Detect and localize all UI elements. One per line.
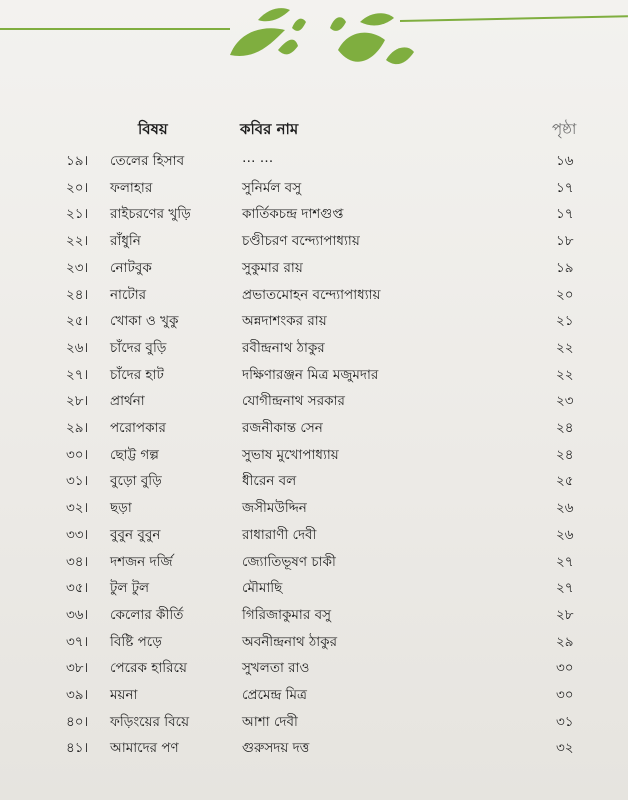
entry-page: ১৯: [556, 259, 574, 276]
list-item: [66, 310, 598, 336]
entry-page: ১৬: [556, 153, 574, 169]
entry-number: ৪০।: [66, 713, 89, 730]
entry-poet: কার্তিকচন্দ্র দাশগুপ্ত: [242, 206, 344, 223]
entry-page: ২৭: [556, 553, 574, 570]
entry-poet: সুনির্মল বসু: [242, 179, 302, 196]
list-item: [66, 230, 598, 256]
entry-page: ১৭: [556, 206, 574, 223]
entry-title: ময়না: [110, 687, 138, 703]
entry-number: ২৫।: [66, 313, 89, 330]
entry-number: ৩৫।: [66, 580, 89, 597]
entry-poet: অবনীন্দ্রনাথ ঠাকুর: [242, 633, 338, 650]
entry-page: ৩০: [556, 660, 574, 677]
entry-poet: গুরুসদয় দত্ত: [242, 740, 310, 757]
entry-number: ৩১।: [66, 473, 89, 490]
entry-page: ২৫: [556, 473, 574, 490]
entry-title: পেরেক হারিয়ে: [110, 660, 187, 677]
list-item: [66, 177, 598, 203]
entry-title: রাইচরণের খুড়ি: [110, 206, 191, 223]
list-item: [66, 657, 598, 683]
entry-page: ২৭: [556, 580, 574, 597]
entry-page: ২৯: [556, 633, 574, 650]
entry-title: বুবুন বুবুন: [110, 526, 161, 543]
entry-title: নোটবুক: [110, 259, 152, 276]
entry-page: ২২: [556, 366, 574, 383]
entry-number: ১৯।: [66, 153, 89, 169]
entry-poet: ধীরেন বল: [242, 473, 297, 490]
entry-page: ৩১: [556, 713, 574, 730]
entry-number: ৩২।: [66, 500, 89, 517]
entry-title: ফলাহার: [110, 179, 153, 196]
entry-title: ফড়িংয়ের বিয়ে: [110, 713, 190, 730]
column-header-page: পৃষ্ঠা: [552, 120, 577, 138]
list-item: [66, 604, 598, 630]
list-item: [66, 577, 598, 603]
decorative-rule-left: [0, 28, 230, 30]
entry-number: ২২।: [66, 233, 89, 250]
entry-poet: জ্যোতিভূষণ চাকী: [242, 553, 336, 570]
list-item: [66, 497, 598, 523]
entry-number: ৩৮।: [66, 660, 89, 677]
entry-title: খোকা ও খুকু: [110, 313, 179, 330]
entry-title: চাঁদের বুড়ি: [110, 339, 167, 356]
entry-poet: … …: [242, 150, 274, 166]
entry-number: ৪১।: [66, 740, 89, 757]
entry-poet: মৌমাছি: [242, 580, 283, 597]
entry-page: ২৮: [556, 606, 574, 623]
leaf-ornament-icon: [210, 0, 420, 80]
list-item: [66, 551, 598, 577]
entry-number: ২৭।: [66, 366, 89, 383]
entry-number: ৩৭।: [66, 633, 89, 650]
entry-number: ২৯।: [66, 420, 89, 436]
entry-page: ১৮: [556, 233, 574, 250]
entry-page: ২২: [556, 339, 574, 356]
entry-poet: জসীমউদ্দিন: [242, 500, 307, 517]
entry-page: ২১: [556, 313, 574, 330]
list-item: [66, 684, 598, 710]
entry-title: বুড়ো বুড়ি: [110, 473, 162, 490]
entry-poet: প্রেমেন্দ্র মিত্র: [242, 687, 307, 703]
entry-poet: সুকুমার রায়: [242, 259, 303, 276]
list-item: [66, 390, 598, 416]
entry-title: তেলের হিসাব: [110, 153, 185, 169]
decorative-rule-right: [400, 15, 628, 22]
list-item: [66, 470, 598, 496]
entry-page: ১৭: [556, 179, 574, 196]
entry-number: ৩০।: [66, 446, 89, 463]
entry-title: দশজন দর্জি: [110, 553, 173, 570]
list-item: [66, 711, 598, 737]
entry-poet: আশা দেবী: [242, 713, 298, 730]
entry-page: ২৬: [556, 500, 574, 517]
entry-page: ২৬: [556, 526, 574, 543]
entry-poet: রাধারাণী দেবী: [242, 526, 317, 543]
entry-title: প্রার্থনা: [110, 393, 145, 410]
entry-title: আমাদের পণ: [110, 740, 179, 757]
list-item: [66, 417, 598, 443]
entry-number: ৩৪।: [66, 553, 89, 570]
entry-title: রাঁধুনি: [110, 233, 141, 250]
entry-poet: চণ্ডীচরণ বন্দ্যোপাধ্যায়: [242, 233, 360, 250]
entry-poet: অন্নদাশংকর রায়: [242, 313, 327, 330]
entry-number: ২১।: [66, 206, 89, 223]
entry-page: ৩২: [556, 740, 574, 757]
entry-number: ২৪।: [66, 286, 89, 303]
list-item: [66, 203, 598, 229]
entry-page: ২৩: [556, 393, 574, 410]
entry-title: কেলোর কীর্তি: [110, 606, 184, 623]
list-item: [66, 631, 598, 657]
entry-title: চাঁদের হাট: [110, 366, 164, 383]
list-item: [66, 337, 598, 363]
entry-poet: রজনীকান্ত সেন: [242, 420, 323, 436]
entry-number: ২৩।: [66, 259, 89, 276]
entry-page: ২৪: [556, 446, 574, 463]
entry-poet: সুখলতা রাও: [242, 660, 310, 677]
entry-poet: সুভাষ মুখোপাধ্যায়: [242, 446, 339, 463]
entry-poet: রবীন্দ্রনাথ ঠাকুর: [242, 339, 325, 356]
list-item: [66, 257, 598, 283]
entry-poet: যোগীন্দ্রনাথ সরকার: [242, 393, 345, 410]
entry-number: ২৬।: [66, 339, 89, 356]
entry-title: ছড়া: [110, 500, 132, 517]
entry-page: ৩০: [556, 687, 574, 703]
list-item: [66, 284, 598, 310]
entry-poet: গিরিজাকুমার বসু: [242, 606, 331, 623]
column-header-subject: বিষয়: [138, 120, 168, 138]
entry-title: বিষ্টি পড়ে: [110, 633, 162, 650]
list-item: [66, 524, 598, 550]
list-item: [66, 364, 598, 390]
entry-title: ছোট্ট গল্প: [110, 446, 159, 463]
entry-title: নাটোর: [110, 286, 147, 303]
list-item: [66, 737, 598, 763]
entry-number: ২৮।: [66, 393, 89, 410]
entry-page: ২০: [556, 286, 574, 303]
list-item: [66, 150, 598, 176]
column-header-poet: কবির নাম: [240, 120, 299, 138]
entry-page: ২৪: [556, 420, 574, 436]
entry-number: ২০।: [66, 179, 89, 196]
entry-title: টুল টুল: [110, 580, 150, 597]
entry-poet: প্রভাতমোহন বন্দ্যোপাধ্যায়: [242, 286, 381, 303]
entry-number: ৩৩।: [66, 526, 89, 543]
entry-number: ৩৬।: [66, 606, 89, 623]
entry-poet: দক্ষিণারঞ্জন মিত্র মজুমদার: [242, 366, 379, 383]
entry-number: ৩৯।: [66, 687, 89, 703]
entry-title: পরোপকার: [110, 420, 166, 436]
list-item: [66, 444, 598, 470]
